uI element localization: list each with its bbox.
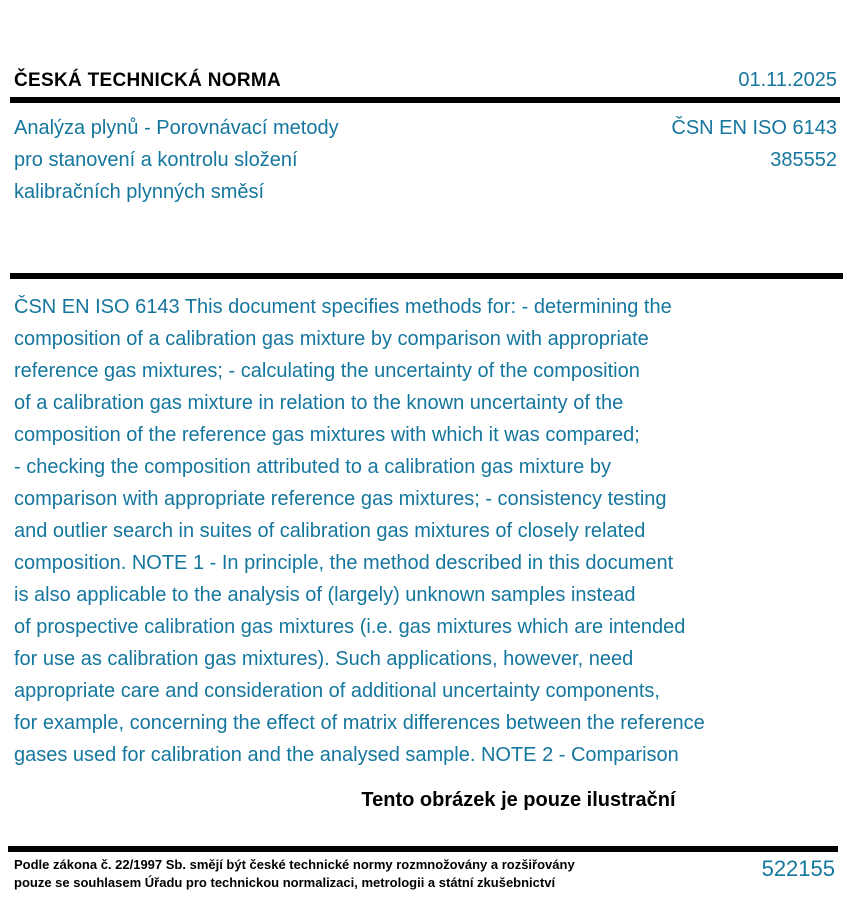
footer-legal-line: Podle zákona č. 22/1997 Sb. smějí být české technické normy rozmnožovány a rozšiřovány (14, 857, 575, 872)
abstract-line: ČSN EN ISO 6143 This document specifies methods for: - determining the (14, 296, 672, 318)
abstract-line: comparison with appropriate reference gas mixtures; - consistency testing (14, 488, 667, 510)
abstract-line: composition of a calibration gas mixture by comparison with appropriate (14, 328, 649, 350)
page-title: ČESKÁ TECHNICKÁ NORMA (14, 70, 282, 91)
abstract-divider (10, 273, 843, 279)
standard-title (14, 112, 339, 208)
footer-legal-text (14, 856, 575, 892)
standard-title-line: pro stanovení a kontrolu složení (14, 149, 298, 171)
abstract-line: and outlier search in suites of calibration gas mixtures of closely related (14, 520, 646, 542)
standard-title-line: kalibračních plynných směsí (14, 181, 265, 203)
abstract-line: is also applicable to the analysis of (largely) unknown samples instead (14, 584, 636, 606)
abstract-line: of a calibration gas mixture in relation to the known uncertainty of the (14, 392, 624, 414)
footer-order-number: 522155 (761, 856, 835, 881)
abstract-line: composition of the reference gas mixtures with which it was compared; (14, 424, 640, 446)
standard-class-number: 385552 (770, 149, 837, 171)
standard-designation: ČSN EN ISO 6143 (671, 117, 837, 139)
illustration-note: Tento obrázek je pouze ilustrační (361, 789, 676, 811)
abstract-line: reference gas mixtures; - calculating the uncertainty of the composition (14, 360, 640, 382)
standard-title-line: Analýza plynů - Porovnávací metody (14, 117, 339, 139)
abstract-line: for use as calibration gas mixtures). Such applications, however, need (14, 648, 634, 670)
abstract-line: of prospective calibration gas mixtures (i.e. gas mixtures which are intended (14, 616, 686, 638)
abstract-text (14, 291, 705, 771)
header-divider (10, 97, 840, 103)
abstract-line: gases used for calibration and the analysed sample. NOTE 2 - Comparison (14, 744, 679, 766)
publication-date: 01.11.2025 (738, 69, 837, 91)
abstract-line: composition. NOTE 1 - In principle, the method described in this document (14, 552, 674, 574)
abstract-line: appropriate care and consideration of additional uncertainty components, (14, 680, 660, 702)
abstract-line: for example, concerning the effect of matrix differences between the reference (14, 712, 705, 734)
footer-legal-line: pouze se souhlasem Úřadu pro technickou normalizaci, metrologii a státní zkušebnictví (14, 875, 556, 890)
abstract-line: - checking the composition attributed to a calibration gas mixture by (14, 456, 611, 478)
standard-identifiers (671, 112, 837, 176)
footer-divider (8, 846, 838, 852)
